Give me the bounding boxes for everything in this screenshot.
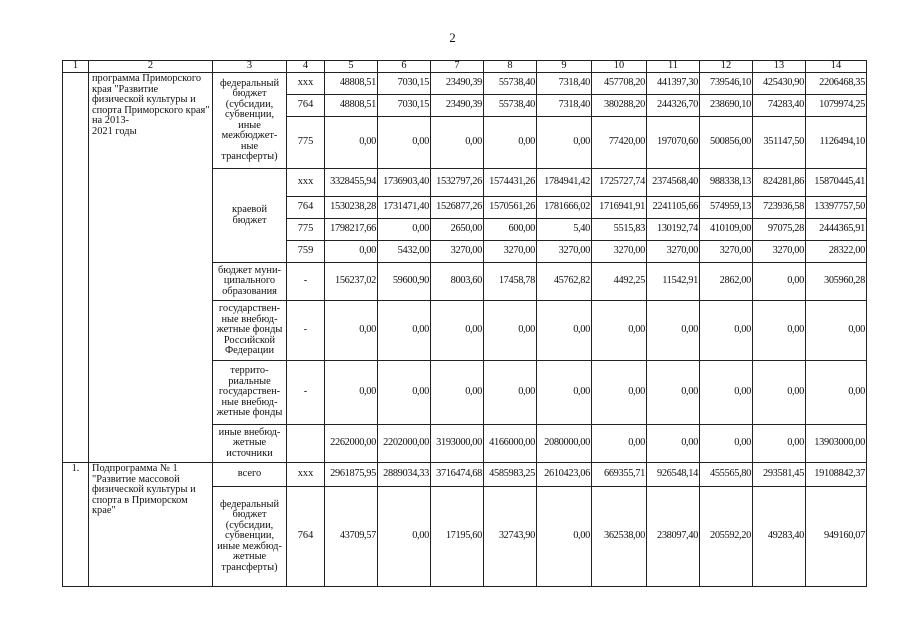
value-cell: 0,00 bbox=[378, 487, 431, 587]
value-cell: 824281,86 bbox=[753, 169, 806, 197]
value-cell: 49283,40 bbox=[753, 487, 806, 587]
funding-source: террито-риальные государствен-ные внебюд-жетные фонды bbox=[213, 361, 287, 425]
table-row bbox=[63, 61, 867, 73]
value-cell: 13397757,50 bbox=[806, 197, 867, 219]
budget-code: xxx bbox=[287, 463, 325, 487]
value-cell: 0,00 bbox=[537, 117, 592, 169]
value-cell: 362538,00 bbox=[592, 487, 647, 587]
value-cell: 457708,20 bbox=[592, 73, 647, 95]
value-cell: 3328455,94 bbox=[325, 169, 378, 197]
value-cell: 0,00 bbox=[647, 361, 700, 425]
value-cell: 0,00 bbox=[325, 117, 378, 169]
value-cell: 2889034,33 bbox=[378, 463, 431, 487]
value-cell: 3270,00 bbox=[592, 241, 647, 263]
value-cell: 0,00 bbox=[431, 301, 484, 361]
budget-code: - bbox=[287, 301, 325, 361]
value-cell: 1725727,74 bbox=[592, 169, 647, 197]
value-cell: 926548,14 bbox=[647, 463, 700, 487]
value-cell: 500856,00 bbox=[700, 117, 753, 169]
value-cell: 455565,80 bbox=[700, 463, 753, 487]
budget-code: - bbox=[287, 361, 325, 425]
funding-source: краевой бюджет bbox=[213, 169, 287, 263]
value-cell: 0,00 bbox=[700, 425, 753, 463]
value-cell: 3270,00 bbox=[431, 241, 484, 263]
row-index bbox=[63, 73, 89, 463]
value-cell: 0,00 bbox=[378, 117, 431, 169]
value-cell: 55738,40 bbox=[484, 95, 537, 117]
value-cell: 380288,20 bbox=[592, 95, 647, 117]
value-cell: 28322,00 bbox=[806, 241, 867, 263]
value-cell: 351147,50 bbox=[753, 117, 806, 169]
value-cell: 0,00 bbox=[592, 301, 647, 361]
value-cell: 7030,15 bbox=[378, 95, 431, 117]
value-cell: 1731471,40 bbox=[378, 197, 431, 219]
table-row bbox=[63, 73, 867, 95]
value-cell: 238097,40 bbox=[647, 487, 700, 587]
value-cell: 0,00 bbox=[537, 487, 592, 587]
value-cell: 17195,60 bbox=[431, 487, 484, 587]
value-cell: 45762,82 bbox=[537, 263, 592, 301]
column-header: 6 bbox=[378, 61, 431, 73]
value-cell: 0,00 bbox=[325, 361, 378, 425]
value-cell: 600,00 bbox=[484, 219, 537, 241]
value-cell: 3270,00 bbox=[537, 241, 592, 263]
value-cell: 2650,00 bbox=[431, 219, 484, 241]
value-cell: 0,00 bbox=[806, 301, 867, 361]
value-cell: 0,00 bbox=[806, 361, 867, 425]
value-cell: 2206468,35 bbox=[806, 73, 867, 95]
value-cell: 5,40 bbox=[537, 219, 592, 241]
budget-code: xxx bbox=[287, 169, 325, 197]
value-cell: 0,00 bbox=[484, 117, 537, 169]
value-cell: 425430,90 bbox=[753, 73, 806, 95]
value-cell: 2374568,40 bbox=[647, 169, 700, 197]
value-cell: 0,00 bbox=[647, 301, 700, 361]
value-cell: 0,00 bbox=[378, 219, 431, 241]
value-cell: 574959,13 bbox=[700, 197, 753, 219]
value-cell: 0,00 bbox=[484, 361, 537, 425]
value-cell: 48808,51 bbox=[325, 95, 378, 117]
value-cell: 17458,78 bbox=[484, 263, 537, 301]
value-cell: 0,00 bbox=[431, 117, 484, 169]
value-cell: 1530238,28 bbox=[325, 197, 378, 219]
value-cell: 0,00 bbox=[700, 361, 753, 425]
value-cell: 2862,00 bbox=[700, 263, 753, 301]
page-number: 2 bbox=[449, 30, 456, 45]
value-cell: 0,00 bbox=[537, 361, 592, 425]
value-cell: 3270,00 bbox=[700, 241, 753, 263]
budget-code: 775 bbox=[287, 117, 325, 169]
value-cell: 244326,70 bbox=[647, 95, 700, 117]
value-cell: 3270,00 bbox=[484, 241, 537, 263]
value-cell: 0,00 bbox=[753, 361, 806, 425]
table-body bbox=[63, 61, 867, 587]
value-cell: 238690,10 bbox=[700, 95, 753, 117]
value-cell: 0,00 bbox=[431, 361, 484, 425]
column-header: 2 bbox=[89, 61, 213, 73]
value-cell: 55738,40 bbox=[484, 73, 537, 95]
row-index: 1. bbox=[63, 463, 89, 587]
value-cell: 4166000,00 bbox=[484, 425, 537, 463]
value-cell: 1784941,42 bbox=[537, 169, 592, 197]
value-cell: 2262000,00 bbox=[325, 425, 378, 463]
value-cell: 4492,25 bbox=[592, 263, 647, 301]
value-cell: 3716474,68 bbox=[431, 463, 484, 487]
value-cell: 2241105,66 bbox=[647, 197, 700, 219]
value-cell: 949160,07 bbox=[806, 487, 867, 587]
value-cell: 2202000,00 bbox=[378, 425, 431, 463]
value-cell: 1532797,26 bbox=[431, 169, 484, 197]
value-cell: 2961875,95 bbox=[325, 463, 378, 487]
value-cell: 43709,57 bbox=[325, 487, 378, 587]
value-cell: 0,00 bbox=[647, 425, 700, 463]
budget-code: 764 bbox=[287, 95, 325, 117]
budget-code: 764 bbox=[287, 487, 325, 587]
value-cell: 2610423,06 bbox=[537, 463, 592, 487]
value-cell: 23490,39 bbox=[431, 73, 484, 95]
value-cell: 1570561,26 bbox=[484, 197, 537, 219]
value-cell: 77420,00 bbox=[592, 117, 647, 169]
column-header: 4 bbox=[287, 61, 325, 73]
column-header: 3 bbox=[213, 61, 287, 73]
value-cell: 1574431,26 bbox=[484, 169, 537, 197]
value-cell: 1079974,25 bbox=[806, 95, 867, 117]
value-cell: 2444365,91 bbox=[806, 219, 867, 241]
value-cell: 97075,28 bbox=[753, 219, 806, 241]
column-header: 7 bbox=[431, 61, 484, 73]
budget-code: 775 bbox=[287, 219, 325, 241]
value-cell: 13903000,00 bbox=[806, 425, 867, 463]
value-cell: 2080000,00 bbox=[537, 425, 592, 463]
value-cell: 441397,30 bbox=[647, 73, 700, 95]
value-cell: 0,00 bbox=[325, 241, 378, 263]
column-header: 14 bbox=[806, 61, 867, 73]
value-cell: 0,00 bbox=[592, 361, 647, 425]
value-cell: 1736903,40 bbox=[378, 169, 431, 197]
subprogram-name: Подпрограмма № 1 "Развитие массовой физической культуры и спорта в Приморском крае" bbox=[89, 463, 213, 587]
value-cell: 0,00 bbox=[700, 301, 753, 361]
value-cell: 48808,51 bbox=[325, 73, 378, 95]
value-cell: 410109,00 bbox=[700, 219, 753, 241]
value-cell: 0,00 bbox=[378, 361, 431, 425]
value-cell: 156237,02 bbox=[325, 263, 378, 301]
value-cell: 739546,10 bbox=[700, 73, 753, 95]
column-header: 8 bbox=[484, 61, 537, 73]
value-cell: 7318,40 bbox=[537, 73, 592, 95]
budget-code: xxx bbox=[287, 73, 325, 95]
value-cell: 3270,00 bbox=[753, 241, 806, 263]
value-cell: 74283,40 bbox=[753, 95, 806, 117]
funding-source: всего bbox=[213, 463, 287, 487]
value-cell: 1126494,10 bbox=[806, 117, 867, 169]
budget-code bbox=[287, 425, 325, 463]
value-cell: 4585983,25 bbox=[484, 463, 537, 487]
value-cell: 205592,20 bbox=[700, 487, 753, 587]
value-cell: 7318,40 bbox=[537, 95, 592, 117]
table-row bbox=[63, 463, 867, 487]
value-cell: 1781666,02 bbox=[537, 197, 592, 219]
value-cell: 59600,90 bbox=[378, 263, 431, 301]
value-cell: 1716941,91 bbox=[592, 197, 647, 219]
value-cell: 1526877,26 bbox=[431, 197, 484, 219]
budget-table bbox=[62, 60, 867, 587]
value-cell: 669355,71 bbox=[592, 463, 647, 487]
value-cell: 0,00 bbox=[753, 301, 806, 361]
value-cell: 0,00 bbox=[325, 301, 378, 361]
value-cell: 19108842,37 bbox=[806, 463, 867, 487]
funding-source: федеральный бюджет (субсидии, субвенции, иные межбюджет-ные трансферты) bbox=[213, 73, 287, 169]
value-cell: 8003,60 bbox=[431, 263, 484, 301]
value-cell: 0,00 bbox=[537, 301, 592, 361]
value-cell: 32743,90 bbox=[484, 487, 537, 587]
value-cell: 305960,28 bbox=[806, 263, 867, 301]
value-cell: 293581,45 bbox=[753, 463, 806, 487]
column-header: 12 bbox=[700, 61, 753, 73]
column-header: 10 bbox=[592, 61, 647, 73]
value-cell: 1798217,66 bbox=[325, 219, 378, 241]
value-cell: 23490,39 bbox=[431, 95, 484, 117]
funding-source: иные внебюд-жетные источники bbox=[213, 425, 287, 463]
column-header: 13 bbox=[753, 61, 806, 73]
budget-code: - bbox=[287, 263, 325, 301]
value-cell: 0,00 bbox=[753, 263, 806, 301]
value-cell: 197070,60 bbox=[647, 117, 700, 169]
value-cell: 3193000,00 bbox=[431, 425, 484, 463]
value-cell: 0,00 bbox=[592, 425, 647, 463]
funding-source: федеральный бюджет (субсидии, субвенции, иные межбюд-жетные трансферты) bbox=[213, 487, 287, 587]
budget-code: 759 bbox=[287, 241, 325, 263]
value-cell: 0,00 bbox=[378, 301, 431, 361]
value-cell: 723936,58 bbox=[753, 197, 806, 219]
funding-source: государствен-ные внебюд-жетные фонды Российской Федерации bbox=[213, 301, 287, 361]
value-cell: 130192,74 bbox=[647, 219, 700, 241]
column-header: 9 bbox=[537, 61, 592, 73]
value-cell: 0,00 bbox=[753, 425, 806, 463]
value-cell: 988338,13 bbox=[700, 169, 753, 197]
program-name: программа Приморского края "Развитие физической культуры и спорта Приморского края" на 2013- 2021 годы bbox=[89, 73, 213, 463]
value-cell: 5432,00 bbox=[378, 241, 431, 263]
value-cell: 3270,00 bbox=[647, 241, 700, 263]
value-cell: 11542,91 bbox=[647, 263, 700, 301]
value-cell: 7030,15 bbox=[378, 73, 431, 95]
value-cell: 15870445,41 bbox=[806, 169, 867, 197]
funding-source: бюджет муни-ципального образования bbox=[213, 263, 287, 301]
value-cell: 5515,83 bbox=[592, 219, 647, 241]
column-header: 11 bbox=[647, 61, 700, 73]
column-header: 1 bbox=[63, 61, 89, 73]
column-header: 5 bbox=[325, 61, 378, 73]
budget-code: 764 bbox=[287, 197, 325, 219]
value-cell: 0,00 bbox=[484, 301, 537, 361]
